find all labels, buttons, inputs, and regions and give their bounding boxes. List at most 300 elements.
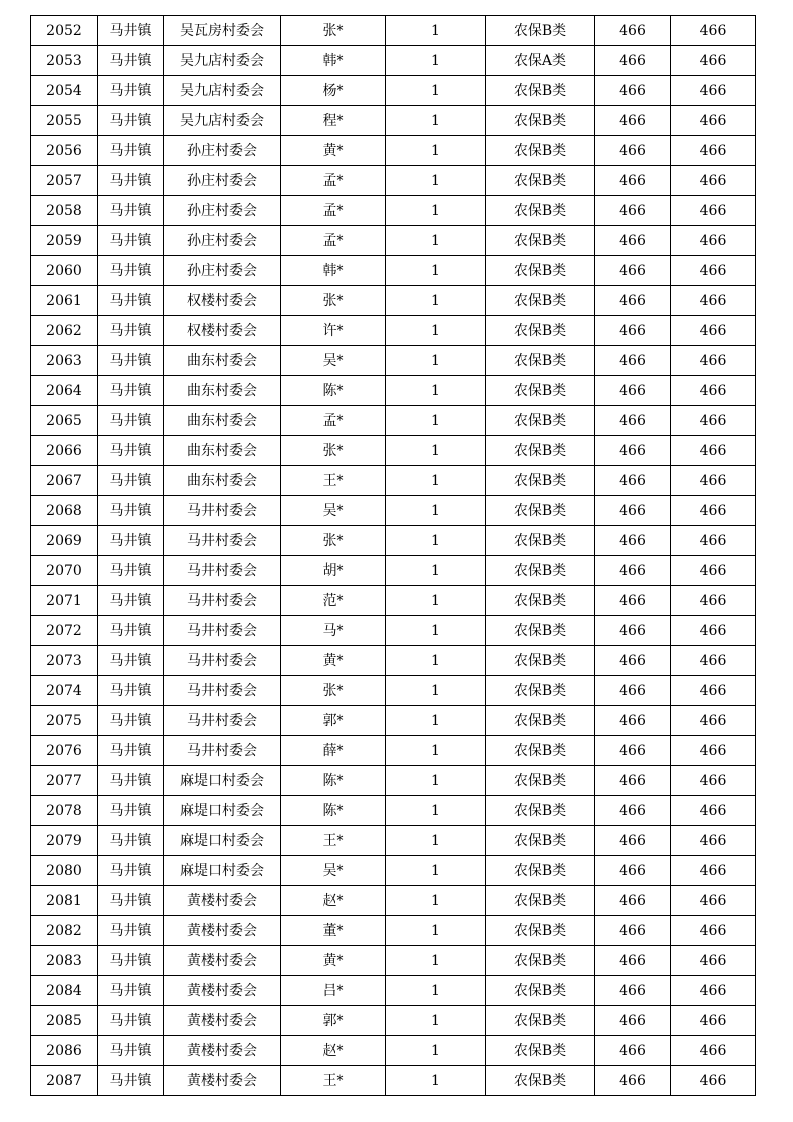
category-cell: 农保A类	[486, 46, 595, 76]
category-cell: 农保B类	[486, 646, 595, 676]
count-cell: 1	[386, 196, 486, 226]
standard-amount-cell: 466	[595, 946, 671, 976]
town-cell: 马井镇	[98, 826, 164, 856]
serial-cell: 2052	[31, 16, 98, 46]
count-cell: 1	[386, 166, 486, 196]
category-cell: 农保B类	[486, 886, 595, 916]
category-cell: 农保B类	[486, 946, 595, 976]
serial-cell: 2081	[31, 886, 98, 916]
category-cell: 农保B类	[486, 406, 595, 436]
serial-cell: 2084	[31, 976, 98, 1006]
name-cell: 董*	[281, 916, 386, 946]
count-cell: 1	[386, 256, 486, 286]
category-cell: 农保B类	[486, 1036, 595, 1066]
table-row	[31, 526, 756, 556]
standard-amount-cell: 466	[595, 706, 671, 736]
village-committee-cell: 曲东村委会	[164, 406, 281, 436]
serial-cell: 2083	[31, 946, 98, 976]
town-cell: 马井镇	[98, 796, 164, 826]
total-amount-cell: 466	[671, 856, 756, 886]
village-committee-cell: 马井村委会	[164, 556, 281, 586]
town-cell: 马井镇	[98, 1036, 164, 1066]
count-cell: 1	[386, 976, 486, 1006]
total-amount-cell: 466	[671, 766, 756, 796]
table-row	[31, 136, 756, 166]
town-cell: 马井镇	[98, 316, 164, 346]
serial-cell: 2058	[31, 196, 98, 226]
table-row	[31, 106, 756, 136]
serial-cell: 2056	[31, 136, 98, 166]
serial-cell: 2068	[31, 496, 98, 526]
serial-cell: 2053	[31, 46, 98, 76]
town-cell: 马井镇	[98, 406, 164, 436]
standard-amount-cell: 466	[595, 856, 671, 886]
table-row	[31, 436, 756, 466]
town-cell: 马井镇	[98, 106, 164, 136]
village-committee-cell: 曲东村委会	[164, 346, 281, 376]
category-cell: 农保B类	[486, 616, 595, 646]
serial-cell: 2072	[31, 616, 98, 646]
count-cell: 1	[386, 1006, 486, 1036]
table-row	[31, 286, 756, 316]
standard-amount-cell: 466	[595, 286, 671, 316]
standard-amount-cell: 466	[595, 316, 671, 346]
table-row	[31, 856, 756, 886]
count-cell: 1	[386, 226, 486, 256]
serial-cell: 2057	[31, 166, 98, 196]
serial-cell: 2074	[31, 676, 98, 706]
count-cell: 1	[386, 436, 486, 466]
name-cell: 王*	[281, 466, 386, 496]
category-cell: 农保B类	[486, 556, 595, 586]
town-cell: 马井镇	[98, 706, 164, 736]
standard-amount-cell: 466	[595, 766, 671, 796]
table-row	[31, 16, 756, 46]
table-row	[31, 496, 756, 526]
count-cell: 1	[386, 316, 486, 346]
total-amount-cell: 466	[671, 646, 756, 676]
table-row	[31, 256, 756, 286]
serial-cell: 2065	[31, 406, 98, 436]
category-cell: 农保B类	[486, 676, 595, 706]
name-cell: 张*	[281, 16, 386, 46]
standard-amount-cell: 466	[595, 466, 671, 496]
category-cell: 农保B类	[486, 76, 595, 106]
count-cell: 1	[386, 766, 486, 796]
count-cell: 1	[386, 886, 486, 916]
category-cell: 农保B类	[486, 976, 595, 1006]
name-cell: 王*	[281, 1066, 386, 1096]
standard-amount-cell: 466	[595, 166, 671, 196]
total-amount-cell: 466	[671, 136, 756, 166]
category-cell: 农保B类	[486, 526, 595, 556]
total-amount-cell: 466	[671, 616, 756, 646]
count-cell: 1	[386, 496, 486, 526]
standard-amount-cell: 466	[595, 796, 671, 826]
standard-amount-cell: 466	[595, 676, 671, 706]
name-cell: 孟*	[281, 226, 386, 256]
village-committee-cell: 黄楼村委会	[164, 946, 281, 976]
serial-cell: 2055	[31, 106, 98, 136]
serial-cell: 2070	[31, 556, 98, 586]
standard-amount-cell: 466	[595, 916, 671, 946]
serial-cell: 2069	[31, 526, 98, 556]
name-cell: 赵*	[281, 1036, 386, 1066]
town-cell: 马井镇	[98, 256, 164, 286]
count-cell: 1	[386, 76, 486, 106]
standard-amount-cell: 466	[595, 886, 671, 916]
table-row	[31, 916, 756, 946]
category-cell: 农保B类	[486, 346, 595, 376]
count-cell: 1	[386, 796, 486, 826]
category-cell: 农保B类	[486, 376, 595, 406]
standard-amount-cell: 466	[595, 16, 671, 46]
town-cell: 马井镇	[98, 646, 164, 676]
table-row	[31, 406, 756, 436]
standard-amount-cell: 466	[595, 736, 671, 766]
standard-amount-cell: 466	[595, 136, 671, 166]
town-cell: 马井镇	[98, 916, 164, 946]
category-cell: 农保B类	[486, 106, 595, 136]
total-amount-cell: 466	[671, 256, 756, 286]
total-amount-cell: 466	[671, 46, 756, 76]
total-amount-cell: 466	[671, 826, 756, 856]
standard-amount-cell: 466	[595, 556, 671, 586]
category-cell: 农保B类	[486, 706, 595, 736]
village-committee-cell: 马井村委会	[164, 586, 281, 616]
table-row	[31, 646, 756, 676]
standard-amount-cell: 466	[595, 226, 671, 256]
standard-amount-cell: 466	[595, 526, 671, 556]
total-amount-cell: 466	[671, 166, 756, 196]
town-cell: 马井镇	[98, 1006, 164, 1036]
total-amount-cell: 466	[671, 196, 756, 226]
category-cell: 农保B类	[486, 196, 595, 226]
standard-amount-cell: 466	[595, 646, 671, 676]
town-cell: 马井镇	[98, 286, 164, 316]
village-committee-cell: 权楼村委会	[164, 316, 281, 346]
table-row	[31, 676, 756, 706]
village-committee-cell: 孙庄村委会	[164, 226, 281, 256]
village-committee-cell: 曲东村委会	[164, 376, 281, 406]
name-cell: 许*	[281, 316, 386, 346]
name-cell: 吴*	[281, 496, 386, 526]
serial-cell: 2067	[31, 466, 98, 496]
name-cell: 胡*	[281, 556, 386, 586]
total-amount-cell: 466	[671, 76, 756, 106]
table-row	[31, 196, 756, 226]
table-row	[31, 766, 756, 796]
count-cell: 1	[386, 616, 486, 646]
count-cell: 1	[386, 376, 486, 406]
category-cell: 农保B类	[486, 796, 595, 826]
name-cell: 陈*	[281, 796, 386, 826]
category-cell: 农保B类	[486, 496, 595, 526]
town-cell: 马井镇	[98, 766, 164, 796]
total-amount-cell: 466	[671, 1036, 756, 1066]
serial-cell: 2078	[31, 796, 98, 826]
category-cell: 农保B类	[486, 736, 595, 766]
town-cell: 马井镇	[98, 466, 164, 496]
village-committee-cell: 曲东村委会	[164, 436, 281, 466]
name-cell: 范*	[281, 586, 386, 616]
total-amount-cell: 466	[671, 796, 756, 826]
town-cell: 马井镇	[98, 166, 164, 196]
name-cell: 薛*	[281, 736, 386, 766]
serial-cell: 2085	[31, 1006, 98, 1036]
category-cell: 农保B类	[486, 1006, 595, 1036]
table-row	[31, 1066, 756, 1096]
standard-amount-cell: 466	[595, 976, 671, 1006]
standard-amount-cell: 466	[595, 826, 671, 856]
village-committee-cell: 曲东村委会	[164, 466, 281, 496]
category-cell: 农保B类	[486, 286, 595, 316]
town-cell: 马井镇	[98, 856, 164, 886]
category-cell: 农保B类	[486, 916, 595, 946]
category-cell: 农保B类	[486, 586, 595, 616]
category-cell: 农保B类	[486, 256, 595, 286]
town-cell: 马井镇	[98, 376, 164, 406]
town-cell: 马井镇	[98, 526, 164, 556]
serial-cell: 2073	[31, 646, 98, 676]
village-committee-cell: 黄楼村委会	[164, 886, 281, 916]
town-cell: 马井镇	[98, 46, 164, 76]
table-row	[31, 376, 756, 406]
village-committee-cell: 马井村委会	[164, 646, 281, 676]
village-committee-cell: 马井村委会	[164, 496, 281, 526]
count-cell: 1	[386, 586, 486, 616]
village-committee-cell: 孙庄村委会	[164, 256, 281, 286]
standard-amount-cell: 466	[595, 46, 671, 76]
serial-cell: 2063	[31, 346, 98, 376]
standard-amount-cell: 466	[595, 436, 671, 466]
table-row	[31, 1036, 756, 1066]
table-row	[31, 466, 756, 496]
name-cell: 孟*	[281, 196, 386, 226]
town-cell: 马井镇	[98, 346, 164, 376]
standard-amount-cell: 466	[595, 1036, 671, 1066]
total-amount-cell: 466	[671, 736, 756, 766]
village-committee-cell: 吴九店村委会	[164, 106, 281, 136]
total-amount-cell: 466	[671, 226, 756, 256]
name-cell: 张*	[281, 436, 386, 466]
category-cell: 农保B类	[486, 766, 595, 796]
total-amount-cell: 466	[671, 406, 756, 436]
total-amount-cell: 466	[671, 976, 756, 1006]
count-cell: 1	[386, 286, 486, 316]
name-cell: 王*	[281, 826, 386, 856]
table-row	[31, 976, 756, 1006]
name-cell: 孟*	[281, 166, 386, 196]
name-cell: 吴*	[281, 856, 386, 886]
serial-cell: 2054	[31, 76, 98, 106]
village-committee-cell: 吴九店村委会	[164, 76, 281, 106]
serial-cell: 2086	[31, 1036, 98, 1066]
table-row	[31, 46, 756, 76]
town-cell: 马井镇	[98, 1066, 164, 1096]
village-committee-cell: 黄楼村委会	[164, 1066, 281, 1096]
total-amount-cell: 466	[671, 16, 756, 46]
count-cell: 1	[386, 676, 486, 706]
village-committee-cell: 吴九店村委会	[164, 46, 281, 76]
name-cell: 张*	[281, 526, 386, 556]
total-amount-cell: 466	[671, 886, 756, 916]
total-amount-cell: 466	[671, 916, 756, 946]
name-cell: 程*	[281, 106, 386, 136]
name-cell: 韩*	[281, 256, 386, 286]
count-cell: 1	[386, 406, 486, 436]
standard-amount-cell: 466	[595, 1006, 671, 1036]
total-amount-cell: 466	[671, 316, 756, 346]
table-body	[31, 16, 756, 1096]
category-cell: 农保B类	[486, 1066, 595, 1096]
count-cell: 1	[386, 526, 486, 556]
standard-amount-cell: 466	[595, 496, 671, 526]
serial-cell: 2079	[31, 826, 98, 856]
serial-cell: 2062	[31, 316, 98, 346]
total-amount-cell: 466	[671, 496, 756, 526]
total-amount-cell: 466	[671, 286, 756, 316]
total-amount-cell: 466	[671, 346, 756, 376]
village-committee-cell: 孙庄村委会	[164, 196, 281, 226]
standard-amount-cell: 466	[595, 1066, 671, 1096]
serial-cell: 2087	[31, 1066, 98, 1096]
serial-cell: 2059	[31, 226, 98, 256]
count-cell: 1	[386, 16, 486, 46]
village-committee-cell: 马井村委会	[164, 526, 281, 556]
standard-amount-cell: 466	[595, 406, 671, 436]
total-amount-cell: 466	[671, 1066, 756, 1096]
name-cell: 张*	[281, 676, 386, 706]
village-committee-cell: 马井村委会	[164, 706, 281, 736]
table-row	[31, 736, 756, 766]
count-cell: 1	[386, 136, 486, 166]
count-cell: 1	[386, 826, 486, 856]
village-committee-cell: 麻堤口村委会	[164, 766, 281, 796]
category-cell: 农保B类	[486, 436, 595, 466]
village-committee-cell: 吴瓦房村委会	[164, 16, 281, 46]
table-row	[31, 886, 756, 916]
count-cell: 1	[386, 466, 486, 496]
total-amount-cell: 466	[671, 946, 756, 976]
town-cell: 马井镇	[98, 16, 164, 46]
village-committee-cell: 麻堤口村委会	[164, 796, 281, 826]
standard-amount-cell: 466	[595, 76, 671, 106]
name-cell: 马*	[281, 616, 386, 646]
serial-cell: 2071	[31, 586, 98, 616]
total-amount-cell: 466	[671, 466, 756, 496]
total-amount-cell: 466	[671, 1006, 756, 1036]
category-cell: 农保B类	[486, 16, 595, 46]
count-cell: 1	[386, 916, 486, 946]
name-cell: 张*	[281, 286, 386, 316]
table-row	[31, 706, 756, 736]
name-cell: 郭*	[281, 706, 386, 736]
count-cell: 1	[386, 946, 486, 976]
town-cell: 马井镇	[98, 136, 164, 166]
standard-amount-cell: 466	[595, 616, 671, 646]
standard-amount-cell: 466	[595, 586, 671, 616]
serial-cell: 2076	[31, 736, 98, 766]
standard-amount-cell: 466	[595, 106, 671, 136]
town-cell: 马井镇	[98, 676, 164, 706]
town-cell: 马井镇	[98, 76, 164, 106]
name-cell: 吕*	[281, 976, 386, 1006]
village-committee-cell: 麻堤口村委会	[164, 856, 281, 886]
table-row	[31, 316, 756, 346]
table-row	[31, 826, 756, 856]
name-cell: 黄*	[281, 646, 386, 676]
town-cell: 马井镇	[98, 196, 164, 226]
standard-amount-cell: 466	[595, 256, 671, 286]
town-cell: 马井镇	[98, 976, 164, 1006]
table-row	[31, 166, 756, 196]
town-cell: 马井镇	[98, 946, 164, 976]
table-row	[31, 226, 756, 256]
name-cell: 吴*	[281, 346, 386, 376]
town-cell: 马井镇	[98, 496, 164, 526]
name-cell: 杨*	[281, 76, 386, 106]
serial-cell: 2075	[31, 706, 98, 736]
table-row	[31, 796, 756, 826]
serial-cell: 2082	[31, 916, 98, 946]
count-cell: 1	[386, 1066, 486, 1096]
village-committee-cell: 黄楼村委会	[164, 916, 281, 946]
name-cell: 黄*	[281, 946, 386, 976]
village-committee-cell: 马井村委会	[164, 736, 281, 766]
category-cell: 农保B类	[486, 826, 595, 856]
table-row	[31, 946, 756, 976]
category-cell: 农保B类	[486, 166, 595, 196]
village-committee-cell: 麻堤口村委会	[164, 826, 281, 856]
serial-cell: 2061	[31, 286, 98, 316]
name-cell: 韩*	[281, 46, 386, 76]
village-committee-cell: 黄楼村委会	[164, 1006, 281, 1036]
name-cell: 郭*	[281, 1006, 386, 1036]
table-row	[31, 1006, 756, 1036]
total-amount-cell: 466	[671, 436, 756, 466]
standard-amount-cell: 466	[595, 376, 671, 406]
category-cell: 农保B类	[486, 316, 595, 346]
total-amount-cell: 466	[671, 586, 756, 616]
village-committee-cell: 马井村委会	[164, 676, 281, 706]
data-table	[30, 15, 756, 1096]
count-cell: 1	[386, 646, 486, 676]
serial-cell: 2060	[31, 256, 98, 286]
village-committee-cell: 孙庄村委会	[164, 136, 281, 166]
total-amount-cell: 466	[671, 106, 756, 136]
category-cell: 农保B类	[486, 226, 595, 256]
count-cell: 1	[386, 856, 486, 886]
name-cell: 赵*	[281, 886, 386, 916]
village-committee-cell: 权楼村委会	[164, 286, 281, 316]
village-committee-cell: 黄楼村委会	[164, 1036, 281, 1066]
serial-cell: 2066	[31, 436, 98, 466]
table-row	[31, 586, 756, 616]
town-cell: 马井镇	[98, 436, 164, 466]
count-cell: 1	[386, 106, 486, 136]
table-row	[31, 346, 756, 376]
name-cell: 陈*	[281, 376, 386, 406]
total-amount-cell: 466	[671, 706, 756, 736]
category-cell: 农保B类	[486, 136, 595, 166]
total-amount-cell: 466	[671, 376, 756, 406]
name-cell: 孟*	[281, 406, 386, 436]
town-cell: 马井镇	[98, 556, 164, 586]
table-row	[31, 616, 756, 646]
town-cell: 马井镇	[98, 226, 164, 256]
category-cell: 农保B类	[486, 466, 595, 496]
